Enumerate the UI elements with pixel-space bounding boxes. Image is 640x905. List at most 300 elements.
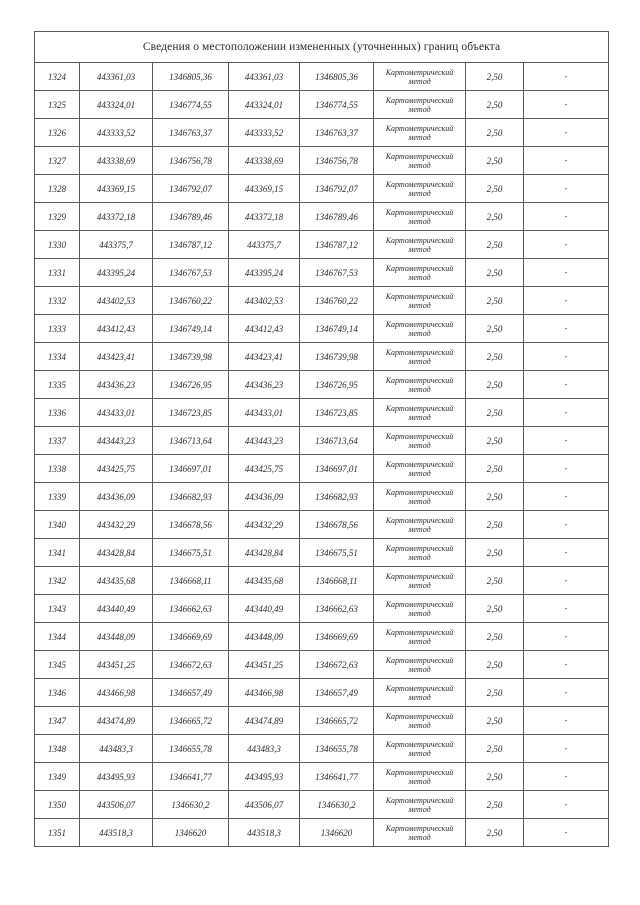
table-row (35, 91, 609, 119)
method-line-1: Картометрический (385, 123, 454, 133)
description-cell: - (524, 231, 609, 259)
accuracy-cell: 2,50 (466, 91, 524, 119)
method-line-1: Картометрический (385, 795, 454, 805)
accuracy-cell: 2,50 (466, 511, 524, 539)
method-cell (374, 91, 466, 119)
x-old-cell: 443375,7 (80, 231, 153, 259)
x-new-cell: 443395,24 (229, 259, 300, 287)
method-line-1: Картометрический (385, 627, 454, 637)
description-cell: - (524, 623, 609, 651)
description-cell: - (524, 679, 609, 707)
description-cell: - (524, 91, 609, 119)
accuracy-cell: 2,50 (466, 287, 524, 315)
method-line-2: метод (408, 692, 431, 702)
accuracy-cell: 2,50 (466, 371, 524, 399)
table-header-row (35, 32, 609, 63)
method-line-1: Картометрический (385, 739, 454, 749)
table-row (35, 259, 609, 287)
method-line-1: Картометрический (385, 655, 454, 665)
x-old-cell: 443518,3 (80, 819, 153, 847)
x-old-cell: 443338,69 (80, 147, 153, 175)
x-new-cell: 443466,98 (229, 679, 300, 707)
accuracy-cell: 2,50 (466, 343, 524, 371)
x-old-cell: 443495,93 (80, 763, 153, 791)
description-cell: - (524, 147, 609, 175)
y-old-cell: 1346749,14 (153, 315, 229, 343)
method-line-1: Картометрический (385, 151, 454, 161)
x-new-cell: 443440,49 (229, 595, 300, 623)
table-body (35, 32, 609, 847)
point-number-cell: 1325 (35, 91, 80, 119)
method-line-2: метод (408, 664, 431, 674)
accuracy-cell: 2,50 (466, 567, 524, 595)
method-line-2: метод (408, 608, 431, 618)
x-old-cell: 443433,01 (80, 399, 153, 427)
method-line-1: Картометрический (385, 431, 454, 441)
y-old-cell: 1346723,85 (153, 399, 229, 427)
y-old-cell: 1346678,56 (153, 511, 229, 539)
x-new-cell: 443451,25 (229, 651, 300, 679)
y-old-cell: 1346760,22 (153, 287, 229, 315)
method-line-2: метод (408, 804, 431, 814)
table-row (35, 147, 609, 175)
y-old-cell: 1346767,53 (153, 259, 229, 287)
x-old-cell: 443395,24 (80, 259, 153, 287)
table-row (35, 175, 609, 203)
table-row (35, 231, 609, 259)
x-old-cell: 443372,18 (80, 203, 153, 231)
description-cell: - (524, 343, 609, 371)
x-new-cell: 443518,3 (229, 819, 300, 847)
method-line-2: метод (408, 776, 431, 786)
x-new-cell: 443432,29 (229, 511, 300, 539)
table-row (35, 763, 609, 791)
point-number-cell: 1345 (35, 651, 80, 679)
accuracy-cell: 2,50 (466, 175, 524, 203)
y-new-cell: 1346678,56 (300, 511, 374, 539)
method-line-1: Картометрический (385, 767, 454, 777)
method-cell (374, 399, 466, 427)
table-row (35, 567, 609, 595)
y-new-cell: 1346682,93 (300, 483, 374, 511)
table-row (35, 791, 609, 819)
y-new-cell: 1346662,63 (300, 595, 374, 623)
method-cell (374, 119, 466, 147)
method-line-2: метод (408, 132, 431, 142)
method-cell (374, 315, 466, 343)
x-new-cell: 443338,69 (229, 147, 300, 175)
point-number-cell: 1351 (35, 819, 80, 847)
method-line-2: метод (408, 440, 431, 450)
table-row (35, 119, 609, 147)
description-cell: - (524, 567, 609, 595)
method-line-2: метод (408, 412, 431, 422)
description-cell: - (524, 371, 609, 399)
y-new-cell: 1346641,77 (300, 763, 374, 791)
method-line-1: Картометрический (385, 711, 454, 721)
table-row (35, 539, 609, 567)
y-new-cell: 1346657,49 (300, 679, 374, 707)
description-cell: - (524, 315, 609, 343)
method-cell (374, 791, 466, 819)
point-number-cell: 1350 (35, 791, 80, 819)
y-new-cell: 1346675,51 (300, 539, 374, 567)
method-cell (374, 679, 466, 707)
method-line-2: метод (408, 552, 431, 562)
method-cell (374, 175, 466, 203)
table-row (35, 343, 609, 371)
y-new-cell: 1346789,46 (300, 203, 374, 231)
description-cell: - (524, 735, 609, 763)
x-new-cell: 443483,3 (229, 735, 300, 763)
x-new-cell: 443495,93 (229, 763, 300, 791)
boundary-coordinates-table (34, 31, 609, 847)
method-line-1: Картометрический (385, 515, 454, 525)
description-cell: - (524, 791, 609, 819)
point-number-cell: 1329 (35, 203, 80, 231)
point-number-cell: 1327 (35, 147, 80, 175)
x-old-cell: 443324,01 (80, 91, 153, 119)
x-old-cell: 443483,3 (80, 735, 153, 763)
x-old-cell: 443432,29 (80, 511, 153, 539)
method-cell (374, 427, 466, 455)
method-line-1: Картометрический (385, 95, 454, 105)
accuracy-cell: 2,50 (466, 707, 524, 735)
accuracy-cell: 2,50 (466, 763, 524, 791)
method-line-1: Картометрический (385, 235, 454, 245)
table-row (35, 707, 609, 735)
description-cell: - (524, 651, 609, 679)
accuracy-cell: 2,50 (466, 651, 524, 679)
method-line-1: Картометрический (385, 207, 454, 217)
point-number-cell: 1346 (35, 679, 80, 707)
y-new-cell: 1346756,78 (300, 147, 374, 175)
method-line-2: метод (408, 244, 431, 254)
table-row (35, 819, 609, 847)
method-line-1: Картометрический (385, 823, 454, 833)
point-number-cell: 1336 (35, 399, 80, 427)
y-old-cell: 1346792,07 (153, 175, 229, 203)
y-old-cell: 1346682,93 (153, 483, 229, 511)
method-line-1: Картометрический (385, 543, 454, 553)
description-cell: - (524, 511, 609, 539)
table-row (35, 203, 609, 231)
accuracy-cell: 2,50 (466, 679, 524, 707)
description-cell: - (524, 819, 609, 847)
accuracy-cell: 2,50 (466, 455, 524, 483)
accuracy-cell: 2,50 (466, 399, 524, 427)
table-header: Сведения о местоположении измененных (уточненных) границ объекта (35, 32, 609, 63)
x-new-cell: 443435,68 (229, 567, 300, 595)
y-new-cell: 1346726,95 (300, 371, 374, 399)
accuracy-cell: 2,50 (466, 259, 524, 287)
point-number-cell: 1344 (35, 623, 80, 651)
method-line-2: метод (408, 720, 431, 730)
method-line-1: Картометрический (385, 375, 454, 385)
table-row (35, 427, 609, 455)
method-cell (374, 707, 466, 735)
y-old-cell: 1346697,01 (153, 455, 229, 483)
accuracy-cell: 2,50 (466, 819, 524, 847)
table-row (35, 511, 609, 539)
method-line-2: метод (408, 104, 431, 114)
y-old-cell: 1346763,37 (153, 119, 229, 147)
point-number-cell: 1342 (35, 567, 80, 595)
method-cell (374, 231, 466, 259)
y-old-cell: 1346739,98 (153, 343, 229, 371)
description-cell: - (524, 455, 609, 483)
method-line-2: метод (408, 216, 431, 226)
point-number-cell: 1333 (35, 315, 80, 343)
x-new-cell: 443448,09 (229, 623, 300, 651)
point-number-cell: 1324 (35, 63, 80, 91)
table-row (35, 399, 609, 427)
y-new-cell: 1346763,37 (300, 119, 374, 147)
point-number-cell: 1339 (35, 483, 80, 511)
method-cell (374, 623, 466, 651)
method-cell (374, 147, 466, 175)
method-cell (374, 763, 466, 791)
accuracy-cell: 2,50 (466, 735, 524, 763)
method-line-2: метод (408, 328, 431, 338)
y-new-cell: 1346774,55 (300, 91, 374, 119)
method-line-2: метод (408, 832, 431, 842)
method-line-1: Картометрический (385, 263, 454, 273)
y-old-cell: 1346641,77 (153, 763, 229, 791)
point-number-cell: 1340 (35, 511, 80, 539)
x-new-cell: 443412,43 (229, 315, 300, 343)
x-new-cell: 443369,15 (229, 175, 300, 203)
description-cell: - (524, 63, 609, 91)
y-new-cell: 1346713,64 (300, 427, 374, 455)
x-new-cell: 443428,84 (229, 539, 300, 567)
accuracy-cell: 2,50 (466, 147, 524, 175)
method-line-1: Картометрический (385, 179, 454, 189)
y-new-cell: 1346665,72 (300, 707, 374, 735)
y-old-cell: 1346672,63 (153, 651, 229, 679)
method-cell (374, 343, 466, 371)
method-line-2: метод (408, 524, 431, 534)
method-cell (374, 651, 466, 679)
y-new-cell: 1346668,11 (300, 567, 374, 595)
y-new-cell: 1346739,98 (300, 343, 374, 371)
x-old-cell: 443402,53 (80, 287, 153, 315)
method-line-2: метод (408, 160, 431, 170)
y-new-cell: 1346669,69 (300, 623, 374, 651)
method-line-1: Картометрический (385, 403, 454, 413)
description-cell: - (524, 595, 609, 623)
method-cell (374, 819, 466, 847)
y-new-cell: 1346787,12 (300, 231, 374, 259)
y-old-cell: 1346713,64 (153, 427, 229, 455)
method-line-2: метод (408, 272, 431, 282)
accuracy-cell: 2,50 (466, 791, 524, 819)
x-old-cell: 443506,07 (80, 791, 153, 819)
description-cell: - (524, 539, 609, 567)
description-cell: - (524, 763, 609, 791)
method-cell (374, 63, 466, 91)
point-number-cell: 1334 (35, 343, 80, 371)
description-cell: - (524, 399, 609, 427)
description-cell: - (524, 259, 609, 287)
accuracy-cell: 2,50 (466, 119, 524, 147)
y-old-cell: 1346787,12 (153, 231, 229, 259)
point-number-cell: 1343 (35, 595, 80, 623)
table-row (35, 623, 609, 651)
y-new-cell: 1346655,78 (300, 735, 374, 763)
method-line-1: Картометрический (385, 487, 454, 497)
method-line-2: метод (408, 748, 431, 758)
table-row (35, 483, 609, 511)
x-old-cell: 443333,52 (80, 119, 153, 147)
y-new-cell: 1346749,14 (300, 315, 374, 343)
x-old-cell: 443423,41 (80, 343, 153, 371)
y-old-cell: 1346662,63 (153, 595, 229, 623)
description-cell: - (524, 175, 609, 203)
table-row (35, 315, 609, 343)
y-new-cell: 1346630,2 (300, 791, 374, 819)
method-cell (374, 595, 466, 623)
y-new-cell: 1346697,01 (300, 455, 374, 483)
x-old-cell: 443451,25 (80, 651, 153, 679)
point-number-cell: 1338 (35, 455, 80, 483)
table-row (35, 679, 609, 707)
y-old-cell: 1346789,46 (153, 203, 229, 231)
x-new-cell: 443333,52 (229, 119, 300, 147)
method-line-2: метод (408, 496, 431, 506)
method-line-2: метод (408, 468, 431, 478)
method-cell (374, 511, 466, 539)
x-new-cell: 443324,01 (229, 91, 300, 119)
accuracy-cell: 2,50 (466, 315, 524, 343)
method-cell (374, 735, 466, 763)
y-old-cell: 1346675,51 (153, 539, 229, 567)
y-old-cell: 1346620 (153, 819, 229, 847)
accuracy-cell: 2,50 (466, 203, 524, 231)
x-old-cell: 443435,68 (80, 567, 153, 595)
x-new-cell: 443443,23 (229, 427, 300, 455)
table-row (35, 63, 609, 91)
point-number-cell: 1332 (35, 287, 80, 315)
y-old-cell: 1346665,72 (153, 707, 229, 735)
x-old-cell: 443436,23 (80, 371, 153, 399)
point-number-cell: 1330 (35, 231, 80, 259)
method-cell (374, 483, 466, 511)
point-number-cell: 1326 (35, 119, 80, 147)
method-cell (374, 371, 466, 399)
y-old-cell: 1346655,78 (153, 735, 229, 763)
table-row (35, 651, 609, 679)
description-cell: - (524, 203, 609, 231)
y-new-cell: 1346723,85 (300, 399, 374, 427)
point-number-cell: 1349 (35, 763, 80, 791)
x-new-cell: 443436,23 (229, 371, 300, 399)
method-cell (374, 203, 466, 231)
x-old-cell: 443448,09 (80, 623, 153, 651)
x-new-cell: 443433,01 (229, 399, 300, 427)
x-old-cell: 443466,98 (80, 679, 153, 707)
method-cell (374, 455, 466, 483)
method-line-1: Картометрический (385, 347, 454, 357)
method-line-1: Картометрический (385, 291, 454, 301)
table-row (35, 735, 609, 763)
y-new-cell: 1346805,36 (300, 63, 374, 91)
table-row (35, 595, 609, 623)
x-old-cell: 443361,03 (80, 63, 153, 91)
point-number-cell: 1348 (35, 735, 80, 763)
table-row (35, 371, 609, 399)
x-new-cell: 443375,7 (229, 231, 300, 259)
method-line-1: Картометрический (385, 319, 454, 329)
x-new-cell: 443423,41 (229, 343, 300, 371)
y-new-cell: 1346767,53 (300, 259, 374, 287)
method-line-2: метод (408, 300, 431, 310)
x-old-cell: 443425,75 (80, 455, 153, 483)
y-old-cell: 1346657,49 (153, 679, 229, 707)
accuracy-cell: 2,50 (466, 595, 524, 623)
method-line-1: Картометрический (385, 599, 454, 609)
accuracy-cell: 2,50 (466, 63, 524, 91)
accuracy-cell: 2,50 (466, 427, 524, 455)
x-old-cell: 443428,84 (80, 539, 153, 567)
y-old-cell: 1346630,2 (153, 791, 229, 819)
y-new-cell: 1346792,07 (300, 175, 374, 203)
method-line-1: Картометрический (385, 67, 454, 77)
method-line-1: Картометрический (385, 683, 454, 693)
x-old-cell: 443436,09 (80, 483, 153, 511)
y-new-cell: 1346760,22 (300, 287, 374, 315)
x-old-cell: 443369,15 (80, 175, 153, 203)
x-new-cell: 443372,18 (229, 203, 300, 231)
point-number-cell: 1341 (35, 539, 80, 567)
y-old-cell: 1346805,36 (153, 63, 229, 91)
x-old-cell: 443443,23 (80, 427, 153, 455)
method-line-1: Картометрический (385, 459, 454, 469)
x-old-cell: 443474,89 (80, 707, 153, 735)
description-cell: - (524, 287, 609, 315)
y-new-cell: 1346672,63 (300, 651, 374, 679)
x-new-cell: 443425,75 (229, 455, 300, 483)
x-old-cell: 443412,43 (80, 315, 153, 343)
method-line-2: метод (408, 636, 431, 646)
accuracy-cell: 2,50 (466, 539, 524, 567)
x-new-cell: 443402,53 (229, 287, 300, 315)
accuracy-cell: 2,50 (466, 231, 524, 259)
table-row (35, 455, 609, 483)
method-line-2: метод (408, 356, 431, 366)
point-number-cell: 1331 (35, 259, 80, 287)
method-line-1: Картометрический (385, 571, 454, 581)
y-old-cell: 1346668,11 (153, 567, 229, 595)
method-line-2: метод (408, 384, 431, 394)
x-new-cell: 443474,89 (229, 707, 300, 735)
x-new-cell: 443436,09 (229, 483, 300, 511)
point-number-cell: 1337 (35, 427, 80, 455)
description-cell: - (524, 483, 609, 511)
y-new-cell: 1346620 (300, 819, 374, 847)
method-line-2: метод (408, 580, 431, 590)
y-old-cell: 1346774,55 (153, 91, 229, 119)
x-new-cell: 443361,03 (229, 63, 300, 91)
point-number-cell: 1328 (35, 175, 80, 203)
accuracy-cell: 2,50 (466, 483, 524, 511)
y-old-cell: 1346669,69 (153, 623, 229, 651)
y-old-cell: 1346726,95 (153, 371, 229, 399)
description-cell: - (524, 707, 609, 735)
point-number-cell: 1335 (35, 371, 80, 399)
description-cell: - (524, 119, 609, 147)
method-cell (374, 259, 466, 287)
